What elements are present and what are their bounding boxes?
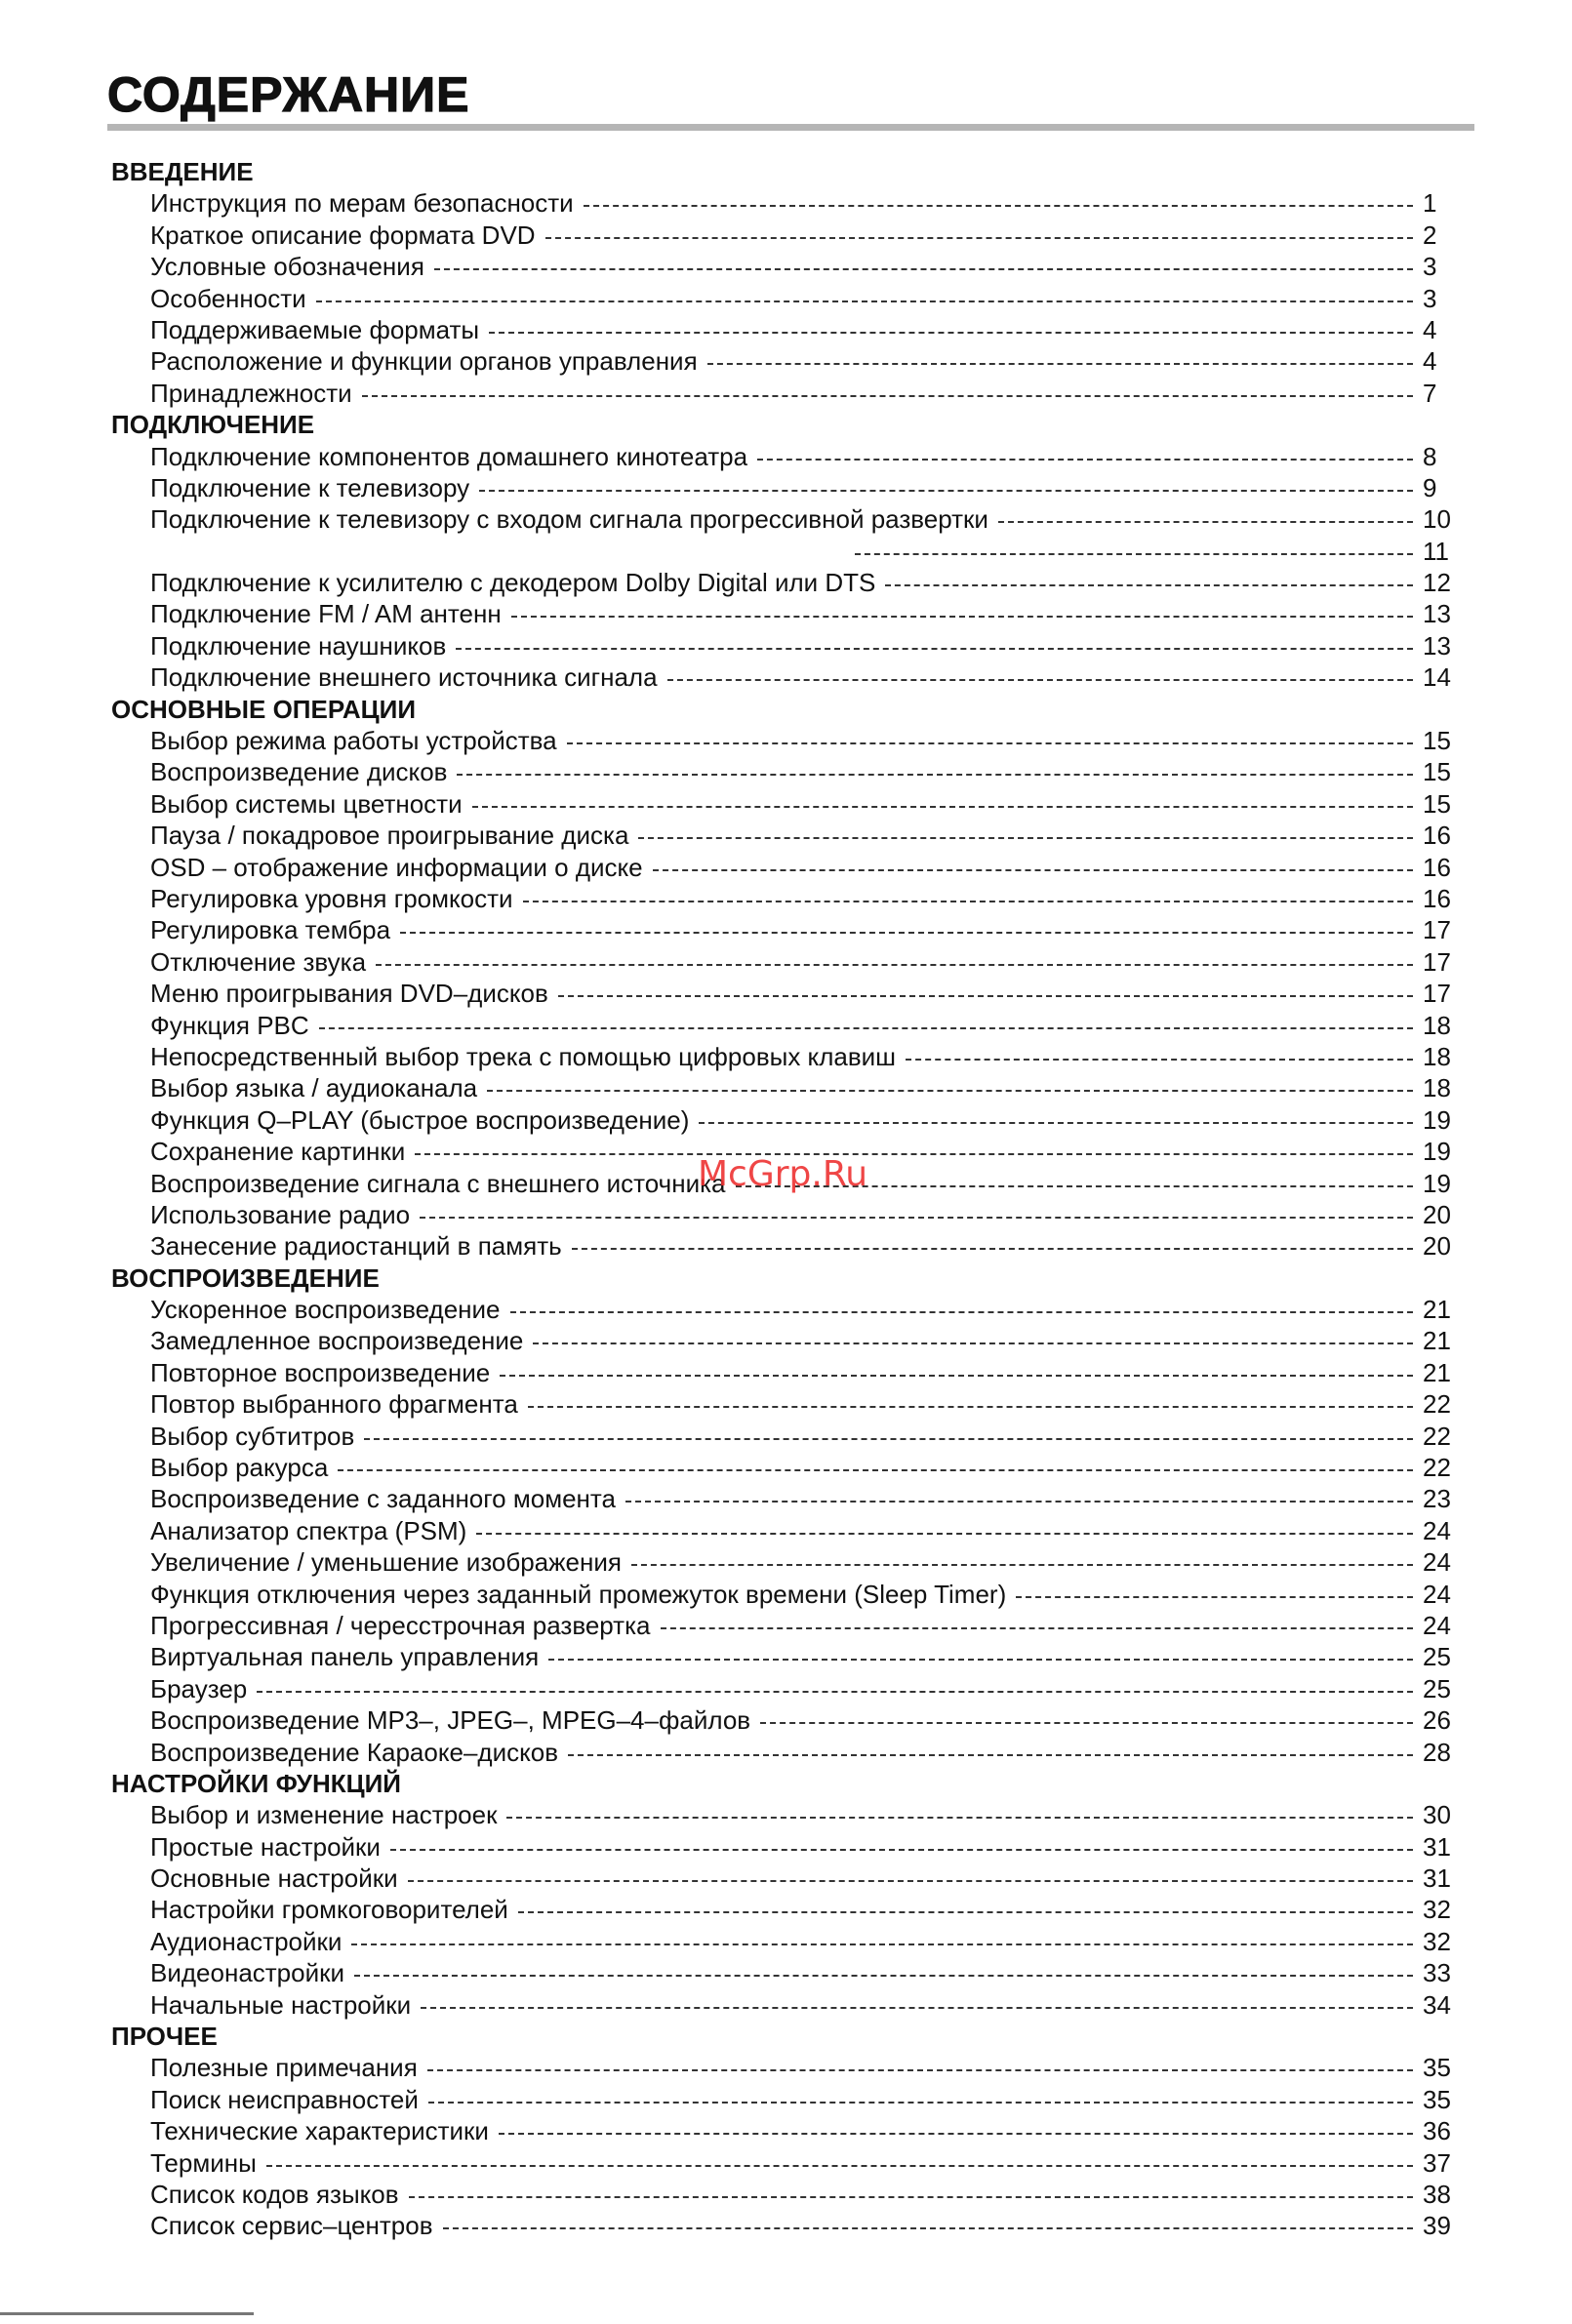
dot-leader	[421, 2007, 1413, 2009]
toc-entry-label: Выбор и изменение настроек	[150, 1800, 498, 1830]
toc-entry[interactable]	[111, 378, 1473, 409]
toc-entry-page: 1	[1423, 188, 1437, 219]
dot-leader	[667, 679, 1413, 681]
toc-entry-label: Виртуальная панель управления	[150, 1642, 540, 1672]
toc-entry-page: 25	[1423, 1673, 1451, 1703]
dot-leader	[364, 1438, 1413, 1440]
toc-entry[interactable]	[111, 1325, 1473, 1356]
toc-entry[interactable]	[111, 314, 1473, 345]
dot-leader	[266, 2165, 1413, 2167]
toc-entry-page: 18	[1423, 1010, 1451, 1040]
toc-entry-page: 39	[1423, 2211, 1451, 2241]
dot-leader	[511, 616, 1413, 618]
dot-leader	[568, 1754, 1413, 1756]
toc-entry-page: 13	[1423, 630, 1451, 661]
toc-entry-page: 9	[1423, 472, 1437, 502]
toc-entry-page: 8	[1423, 441, 1437, 471]
toc-entry[interactable]	[111, 1104, 1473, 1136]
toc-entry-page: 20	[1423, 1231, 1451, 1262]
toc-entry-label: Воспроизведение дисков	[150, 757, 448, 787]
toc-entry[interactable]	[111, 1294, 1473, 1325]
toc-entry[interactable]	[111, 914, 1473, 945]
dot-leader	[506, 1817, 1413, 1819]
toc-entry[interactable]	[111, 1579, 1473, 1610]
toc-entry-page: 35	[1423, 2084, 1451, 2114]
toc-entry[interactable]	[111, 1737, 1473, 1768]
toc-entry[interactable]	[111, 1704, 1473, 1736]
dot-leader	[408, 1880, 1413, 1882]
toc-entry-page: 22	[1423, 1421, 1451, 1451]
toc-entry-page: 19	[1423, 1104, 1451, 1135]
toc-entry[interactable]	[111, 630, 1473, 661]
toc-entry-label: Основные настройки	[150, 1863, 398, 1894]
toc-entry-label: Выбор системы цветности	[150, 788, 463, 819]
toc-entry[interactable]	[111, 1199, 1473, 1230]
dot-leader	[760, 1722, 1413, 1724]
toc-entry[interactable]	[111, 1010, 1473, 1041]
section-heading: ОСНОВНЫЕ ОПЕРАЦИИ	[111, 694, 417, 724]
dot-leader	[500, 1375, 1413, 1377]
dot-leader	[489, 332, 1413, 334]
toc-entry[interactable]	[111, 472, 1473, 503]
dot-leader	[533, 1342, 1413, 1344]
toc-entry[interactable]	[111, 756, 1473, 787]
toc-entry-label: OSD – отображение информации о диске	[150, 852, 643, 882]
toc-entry-page: 3	[1423, 252, 1437, 282]
dot-leader	[351, 1943, 1413, 1945]
toc-entry[interactable]	[111, 345, 1473, 377]
toc-entry-page: 16	[1423, 883, 1451, 913]
dot-leader	[400, 932, 1413, 934]
toc-entry-label: Список кодов языков	[150, 2180, 399, 2209]
toc-entry-page: 21	[1423, 1326, 1451, 1356]
dot-leader	[699, 1122, 1413, 1124]
toc-entry-label: Подключение внешнего источника сигнала	[150, 662, 658, 693]
toc-entry[interactable]	[111, 441, 1473, 472]
toc-entry-page: 7	[1423, 378, 1437, 408]
toc-entry-page: 23	[1423, 1484, 1451, 1514]
toc-entry[interactable]	[111, 503, 1473, 535]
toc-entry-page: 19	[1423, 1168, 1451, 1198]
toc-entry-page: 31	[1423, 1863, 1451, 1894]
dot-leader	[545, 237, 1413, 239]
toc-entry[interactable]	[111, 1610, 1473, 1641]
toc-entry-page: 38	[1423, 2180, 1451, 2209]
dot-leader	[885, 584, 1413, 586]
dot-leader	[855, 553, 1413, 555]
toc-entry-page: 19	[1423, 1137, 1451, 1167]
toc-entry[interactable]	[111, 598, 1473, 629]
dot-leader	[428, 2102, 1413, 2104]
toc-entry-label: Регулировка тембра	[150, 915, 391, 945]
toc-entry-label: Воспроизведение сигнала с внешнего источника	[150, 1168, 726, 1198]
dot-leader	[457, 774, 1413, 776]
toc-entry-label: Подключение к телевизору с входом сигнала прогрессивной развертки	[150, 504, 988, 535]
toc-entry-page: 12	[1423, 568, 1451, 598]
toc-entry-label: Выбор субтитров	[150, 1421, 355, 1451]
toc-entry[interactable]	[111, 1894, 1473, 1925]
section-heading: ПОДКЛЮЧЕНИЕ	[111, 410, 315, 440]
toc-entry[interactable]	[111, 1515, 1473, 1546]
toc-entry[interactable]	[111, 1799, 1473, 1830]
toc-entry[interactable]	[111, 1452, 1473, 1483]
toc-entry-label: Воспроизведение Караоке–дисков	[150, 1737, 559, 1767]
toc-entry-page: 11	[1423, 536, 1449, 566]
toc-entry-page: 21	[1423, 1357, 1451, 1387]
toc-entry[interactable]	[111, 251, 1473, 282]
toc-entry-page: 17	[1423, 915, 1451, 945]
dot-leader	[390, 1849, 1413, 1851]
toc-entry-label: Выбор языка / аудиоканала	[150, 1073, 478, 1103]
toc-entry-page: 25	[1423, 1642, 1451, 1672]
dot-leader	[376, 964, 1413, 966]
dot-leader	[510, 1311, 1414, 1313]
dot-leader	[319, 1027, 1413, 1029]
toc-entry-label: Настройки громкоговорителей	[150, 1895, 508, 1925]
toc-entry-label: Список сервис–центров	[150, 2211, 433, 2241]
toc-entry-page: 30	[1423, 1800, 1451, 1830]
toc-entry-page: 34	[1423, 1989, 1451, 2020]
toc-entry-page: 33	[1423, 1958, 1451, 1988]
toc-entry[interactable]	[111, 1388, 1473, 1420]
table-of-contents	[111, 156, 1473, 2242]
dot-leader	[443, 2227, 1413, 2229]
toc-entry-page: 15	[1423, 757, 1451, 787]
section-heading: ПРОЧЕЕ	[111, 2022, 218, 2052]
toc-entry-label: Меню проигрывания DVD–дисков	[150, 979, 548, 1009]
dot-leader	[548, 1659, 1413, 1661]
toc-entry[interactable]	[111, 220, 1473, 251]
toc-entry-label: Технические характеристики	[150, 2116, 489, 2146]
toc-entry[interactable]	[111, 1989, 1473, 2021]
toc-entry-page: 4	[1423, 346, 1437, 377]
toc-entry-label: Пауза / покадровое проигрывание диска	[150, 821, 629, 851]
toc-entry-page: 35	[1423, 2053, 1451, 2083]
toc-entry-label: Сохранение картинки	[150, 1137, 406, 1167]
toc-entry-label: Аудионастройки	[150, 1926, 343, 1956]
toc-entry[interactable]	[111, 725, 1473, 756]
toc-entry-label: Подключение наушников	[150, 630, 447, 661]
toc-entry[interactable]	[111, 1230, 1473, 1262]
toc-entry-label: Функция отключения через заданный промежуток времени (Sleep Timer)	[150, 1579, 1007, 1609]
toc-entry-page: 15	[1423, 726, 1451, 756]
toc-entry-page: 32	[1423, 1895, 1451, 1925]
toc-entry-page: 20	[1423, 1199, 1451, 1229]
dot-leader	[354, 1975, 1413, 1977]
toc-entry-page: 24	[1423, 1515, 1451, 1545]
toc-entry-label: Принадлежности	[150, 378, 352, 408]
dot-leader	[476, 1533, 1413, 1535]
dot-leader	[316, 301, 1413, 302]
toc-entry-page: 24	[1423, 1610, 1451, 1640]
toc-entry-label: Особенности	[150, 283, 306, 313]
toc-entry-label: Подключение FM / AM антенн	[150, 599, 502, 629]
section-heading: НАСТРОЙКИ ФУНКЦИЙ	[111, 1768, 401, 1798]
dot-leader	[487, 1090, 1413, 1092]
toc-entry-page: 24	[1423, 1579, 1451, 1609]
dot-leader	[427, 2069, 1413, 2071]
toc-entry-page: 21	[1423, 1295, 1451, 1325]
dot-leader	[631, 1564, 1413, 1566]
dot-leader	[625, 1501, 1413, 1503]
toc-entry[interactable]	[111, 1673, 1473, 1704]
toc-entry[interactable]	[111, 1357, 1473, 1388]
toc-entry-page: 14	[1423, 662, 1451, 693]
title-underline	[107, 124, 1474, 131]
section-heading: ВОСПРОИЗВЕДЕНИЕ	[111, 1262, 380, 1293]
toc-entry[interactable]	[111, 1546, 1473, 1578]
toc-entry[interactable]	[111, 187, 1473, 219]
toc-entry-page: 32	[1423, 1926, 1451, 1956]
toc-entry-label: Подключение к телевизору	[150, 472, 470, 502]
toc-entry[interactable]	[111, 820, 1473, 851]
dot-leader	[1016, 1596, 1413, 1598]
dot-leader	[420, 1217, 1413, 1219]
dot-leader	[707, 363, 1413, 365]
toc-entry-page: 3	[1423, 283, 1437, 313]
toc-entry[interactable]	[111, 1421, 1473, 1452]
toc-entry-label: Расположение и функции органов управления	[150, 346, 698, 377]
toc-entry[interactable]	[111, 536, 1473, 567]
toc-entry-label: Занесение радиостанций в память	[150, 1231, 562, 1262]
toc-entry[interactable]	[111, 661, 1473, 693]
toc-entry[interactable]	[111, 1926, 1473, 1957]
toc-entry-page: 18	[1423, 1073, 1451, 1103]
toc-entry[interactable]	[111, 2052, 1473, 2083]
dot-leader	[499, 2133, 1413, 2135]
toc-entry[interactable]	[111, 883, 1473, 914]
toc-entry-page: 31	[1423, 1831, 1451, 1862]
dot-leader	[472, 806, 1413, 808]
dot-leader	[257, 1691, 1413, 1693]
toc-entry-label: Поддерживаемые форматы	[150, 314, 480, 344]
toc-entry-label: Браузер	[150, 1673, 248, 1703]
toc-entry[interactable]	[111, 2210, 1473, 2241]
page-title: СОДЕРЖАНИЕ	[107, 67, 470, 122]
toc-entry-label: Термины	[150, 2147, 257, 2178]
dot-leader	[567, 742, 1413, 744]
toc-entry-page: 17	[1423, 979, 1451, 1009]
toc-entry-page: 36	[1423, 2116, 1451, 2146]
toc-entry-page: 16	[1423, 852, 1451, 882]
dot-leader	[906, 1059, 1413, 1061]
toc-entry-label: Инструкция по мерам безопасности	[150, 188, 574, 219]
toc-entry-label: Функция PBC	[150, 1010, 309, 1040]
dot-leader	[479, 490, 1413, 492]
toc-entry[interactable]	[111, 2115, 1473, 2146]
toc-entry[interactable]	[111, 1483, 1473, 1514]
toc-entry[interactable]	[111, 567, 1473, 598]
toc-entry-page: 18	[1423, 1041, 1451, 1071]
dot-leader	[456, 648, 1413, 650]
toc-entry-page: 16	[1423, 821, 1451, 851]
toc-entry-label: Воспроизведение MP3–, JPEG–, MPEG–4–файлов	[150, 1705, 751, 1736]
toc-entry-page: 10	[1423, 504, 1451, 535]
dot-leader	[998, 521, 1413, 523]
toc-entry-label: Видеонастройки	[150, 1958, 345, 1988]
toc-entry[interactable]	[111, 2147, 1473, 2179]
watermark: McGrp.Ru	[698, 1154, 868, 1194]
toc-entry-page: 22	[1423, 1453, 1451, 1483]
dot-leader	[528, 1406, 1413, 1408]
toc-entry-label: Полезные примечания	[150, 2053, 418, 2083]
toc-entry[interactable]	[111, 978, 1473, 1009]
toc-entry-label: Начальные настройки	[150, 1989, 412, 2020]
toc-entry-label: Анализатор спектра (PSM)	[150, 1515, 467, 1545]
toc-entry[interactable]	[111, 1863, 1473, 1894]
section-heading: ВВЕДЕНИЕ	[111, 157, 254, 186]
toc-entry[interactable]	[111, 1957, 1473, 1988]
footer-line	[0, 2312, 254, 2315]
dot-leader	[338, 1469, 1413, 1471]
toc-entry[interactable]	[111, 2179, 1473, 2210]
dot-leader	[757, 459, 1413, 461]
toc-entry-label: Воспроизведение с заданного момента	[150, 1484, 616, 1514]
toc-entry-label: Увеличение / уменьшение изображения	[150, 1547, 622, 1578]
toc-entry-page: 37	[1423, 2147, 1451, 2178]
toc-entry-page: 26	[1423, 1705, 1451, 1736]
toc-entry-label: Подключение к усилителю с декодером Dolby Digital или DTS	[150, 568, 876, 598]
dot-leader	[638, 837, 1413, 839]
toc-entry-label: Функция Q–PLAY (быстрое воспроизведение)	[150, 1104, 690, 1135]
toc-entry-label: Условные обозначения	[150, 252, 424, 282]
toc-entry-page: 22	[1423, 1389, 1451, 1420]
dot-leader	[409, 2196, 1413, 2198]
toc-entry[interactable]	[111, 1072, 1473, 1103]
toc-entry-page: 17	[1423, 946, 1451, 977]
toc-entry[interactable]	[111, 1041, 1473, 1072]
dot-leader	[661, 1627, 1414, 1629]
toc-entry-label: Регулировка уровня громкости	[150, 883, 513, 913]
toc-entry[interactable]	[111, 1831, 1473, 1863]
toc-entry-label: Повтор выбранного фрагмента	[150, 1389, 518, 1420]
toc-entry-page: 15	[1423, 788, 1451, 819]
toc-entry-page: 2	[1423, 220, 1437, 250]
dot-leader	[572, 1248, 1413, 1250]
dot-leader	[518, 1911, 1413, 1913]
toc-entry-label: Подключение компонентов домашнего кинотеатра	[150, 441, 748, 471]
dot-leader	[523, 901, 1413, 902]
toc-entry-label: Краткое описание формата DVD	[150, 220, 536, 250]
toc-entry-page: 13	[1423, 599, 1451, 629]
dot-leader	[584, 205, 1413, 207]
toc-entry-label: Использование радио	[150, 1199, 411, 1229]
dot-leader	[558, 995, 1413, 997]
toc-entry[interactable]	[111, 788, 1473, 820]
toc-entry-label: Отключение звука	[150, 946, 367, 977]
toc-entry[interactable]	[111, 946, 1473, 978]
toc-entry[interactable]	[111, 2084, 1473, 2115]
dot-leader	[653, 869, 1413, 871]
toc-entry-label: Простые настройки	[150, 1831, 381, 1862]
toc-entry-page: 28	[1423, 1737, 1451, 1767]
toc-entry-label: Выбор режима работы устройства	[150, 726, 557, 756]
toc-entry-label: Выбор ракурса	[150, 1453, 329, 1483]
toc-entry[interactable]	[111, 283, 1473, 314]
toc-entry-label: Ускоренное воспроизведение	[150, 1295, 501, 1325]
dot-leader	[415, 1153, 1413, 1155]
dot-leader	[434, 268, 1413, 270]
toc-entry-label: Прогрессивная / чересстрочная развертка	[150, 1610, 651, 1640]
dot-leader	[362, 395, 1413, 397]
toc-entry-label: Непосредственный выбор трека с помощью цифровых клавиш	[150, 1041, 897, 1071]
toc-entry[interactable]	[111, 1641, 1473, 1672]
toc-entry-label: Повторное воспроизведение	[150, 1357, 491, 1387]
toc-entry-page: 24	[1423, 1547, 1451, 1578]
toc-entry-label: Замедленное воспроизведение	[150, 1326, 524, 1356]
toc-entry-page: 4	[1423, 314, 1437, 344]
toc-entry-label: Поиск неисправностей	[150, 2084, 419, 2114]
toc-entry[interactable]	[111, 852, 1473, 883]
